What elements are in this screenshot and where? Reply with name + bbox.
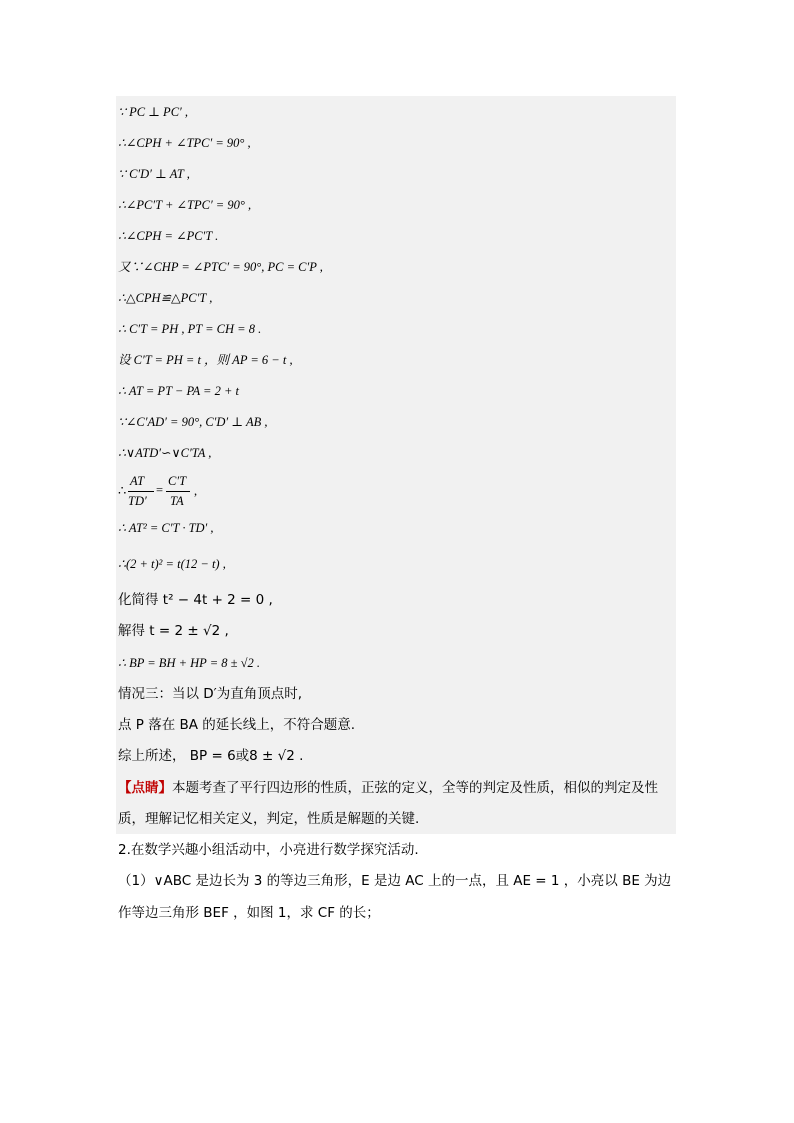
question-line-1: 2.在数学兴趣小组活动中，小亮进行数学探究活动. [118,842,419,858]
solution-line: ∴ C′T = PH , PT = CH = 8 . [118,322,262,336]
solution-line: ∴∠CPH + ∠TPC′ = 90° , [118,136,251,150]
fraction-equals: = [156,483,164,497]
solution-line: ∵ PC ⊥ PC′ , [118,105,189,119]
solution-line: ∴∠PC′T + ∠TPC′ = 90° , [118,198,252,212]
fraction-left-denominator: TD′ [128,494,147,508]
fraction-left-bar [128,491,154,492]
fraction-prefix: ∴ [118,484,127,499]
fraction-right-denominator: TA [170,494,184,508]
solution-line: 综上所述， BP = 6或8 ± √2 . [118,748,304,764]
comment-line-1 [118,779,658,797]
comment-tag: 【点睛】 [118,780,172,796]
solution-line: ∵∠C′AD′ = 90°, C′D′ ⊥ AB , [118,415,268,429]
solution-line: ∴(2 + t)² = t(12 − t) , [118,557,226,571]
question-line-3: 作等边三角形 BEF ，如图 1，求 CF 的长； [118,905,380,921]
fraction-left-numerator: AT [130,474,145,488]
fraction-suffix: , [194,484,198,498]
solution-line: ∴ AT = PT − PA = 2 + t [118,384,240,398]
solution-line: ∴ BP = BH + HP = 8 ± √2 . [118,656,260,670]
solution-line: ∴ AT² = C′T · TD′ , [118,521,214,535]
solution-line: 设 C′T = PH = t ，则 AP = 6 − t , [118,353,293,367]
solution-line: 解得 t = 2 ± √2 , [118,623,229,639]
solution-line: ∴∨ATD′∽∨C′TA , [118,446,212,460]
solution-line: 情况三：当以 D′为直角顶点时, [118,686,303,702]
fraction-right-numerator: C′T [168,474,187,488]
comment-text-1: 本题考查了平行四边形的性质，正弦的定义，全等的判定及性质，相似的判定及性 [172,780,658,796]
question-line-2: （1）∨ABC 是边长为 3 的等边三角形，E 是边 AC 上的一点，且 AE = 1 ，小亮以 BE 为边 [118,873,672,889]
solution-line: 化简得 t² − 4t + 2 = 0 , [118,592,273,608]
solution-line: ∵ C′D′ ⊥ AT , [118,167,190,181]
comment-line-2: 质，理解记忆相关定义，判定，性质是解题的关键. [118,811,420,827]
solution-line: 点 P 落在 BA 的延长线上，不符合题意. [118,717,356,733]
fraction-right-bar [166,491,190,492]
solution-line: 又∵∠CHP = ∠PTC′ = 90°, PC = C′P , [118,260,323,274]
solution-line: ∴△CPH≌△PC′T , [118,291,213,305]
solution-line: ∴∠CPH = ∠PC′T . [118,229,219,243]
